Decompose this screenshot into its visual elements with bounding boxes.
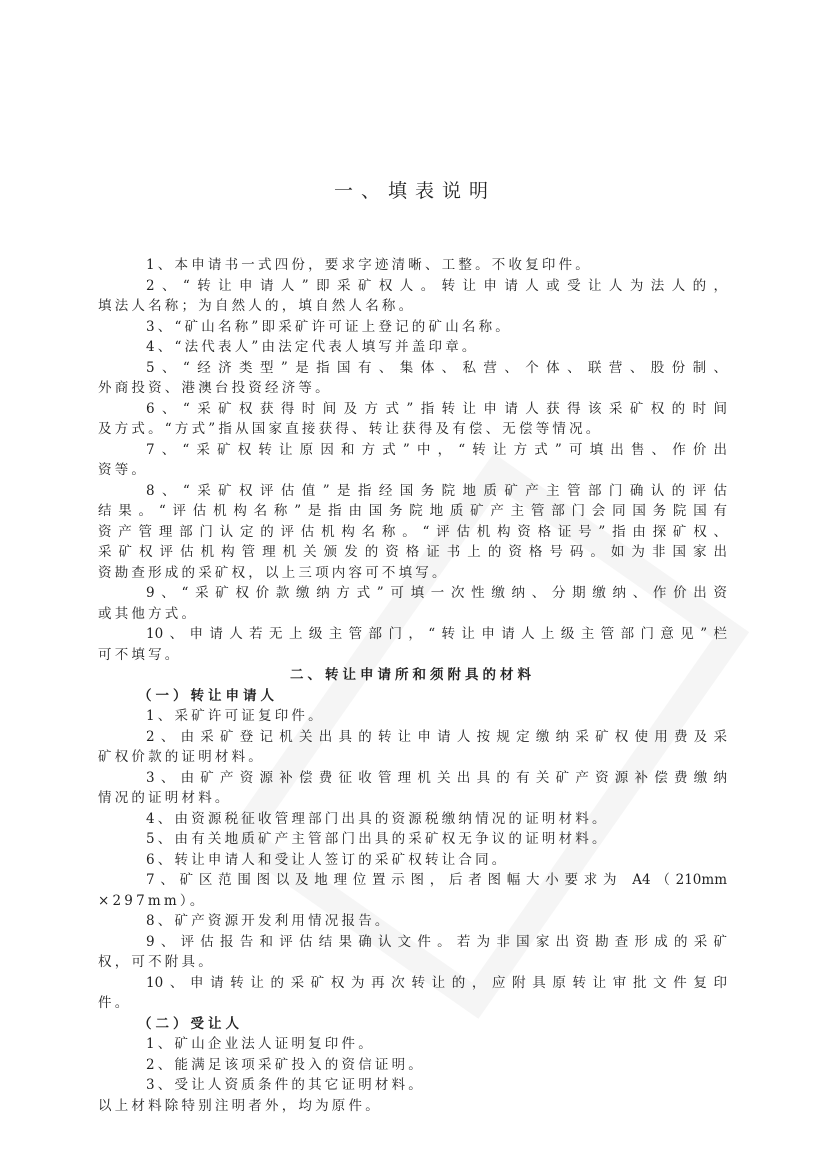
transferee-material-line: 3、受让人资质条件的其它证明材料。	[146, 1077, 425, 1093]
applicant-material-line: 权，可不附具。	[98, 954, 215, 970]
transferee-material-line: 1、矿山企业法人证明复印件。	[146, 1036, 375, 1052]
applicant-material-line: 7、矿区范围图以及地理位置示图，后者图幅大小要求为 A4（210mm	[146, 872, 727, 888]
instruction-line: 7、“采矿权转让原因和方式”中，“转让方式”可填出售、作价出	[146, 441, 727, 458]
applicant-material-line: ×297mm）。	[98, 892, 207, 909]
applicant-material-line: 9、评估报告和评估结果确认文件。若为非国家出资勘查形成的采矿	[146, 933, 727, 950]
applicant-material-line: 矿权价款的证明材料。	[98, 749, 265, 765]
instruction-line: 资产管理部门认定的评估机构名称。“评估机构资格证号”指由探矿权、	[98, 523, 727, 540]
instruction-line: 资等。	[98, 462, 149, 478]
applicant-material-line: 10、申请转让的采矿权为再次转让的，应附具原转让审批文件复印	[146, 974, 727, 991]
transferee-material-line: 2、能满足该项采矿投入的资信证明。	[146, 1056, 425, 1073]
section-1-title: 一、填表说明	[333, 180, 496, 202]
instruction-line: 3、“矿山名称”即采矿许可证上登记的矿山名称。	[146, 318, 512, 335]
applicant-material-line: 1、采矿许可证复印件。	[146, 708, 325, 724]
instruction-line: 及方式。“方式”指从国家直接获得、转让获得及有偿、无偿等情况。	[98, 421, 603, 437]
instruction-line: 5、“经济类型”是指国有、集体、私营、个体、联营、股份制、	[146, 359, 727, 376]
instruction-line: 结果。“评估机构名称”是指由国务院地质矿产主管部门会同国务院国有	[98, 503, 727, 519]
instruction-line: 可不填写。	[98, 646, 182, 663]
applicant-material-line: 8、矿产资源开发利用情况报告。	[146, 913, 392, 929]
instruction-line: 2、“转让申请人”即采矿权人。转让申请人或受让人为法人的，	[146, 277, 727, 294]
applicant-material-line: 3、由矿产资源补偿费征收管理机关出具的有关矿产资源补偿费缴纳	[146, 769, 727, 786]
applicant-material-line: 情况的证明材料。	[98, 790, 232, 806]
instruction-line: 1、本申请书一式四份，要求字迹清晰、工整。不收复印件。	[146, 257, 592, 273]
instruction-line: 4、“法代表人”由法定代表人填写并盖印章。	[146, 339, 479, 355]
document-body	[98, 255, 727, 1116]
applicant-material-line: 2、由采矿登记机关出具的转让申请人按规定缴纳采矿权使用费及采	[146, 728, 727, 745]
applicant-material-line: 6、转让申请人和受让人签订的采矿权转让合同。	[146, 851, 509, 868]
instruction-line: 或其他方式。	[98, 605, 199, 622]
instruction-line: 8、“采矿权评估值”是指经国务院地质矿产主管部门确认的评估	[146, 482, 727, 499]
applicant-material-line: 4、由资源税征收管理部门出具的资源税缴纳情况的证明材料。	[146, 810, 609, 827]
footer-note: 以上材料除特别注明者外，均为原件。	[98, 1097, 382, 1114]
instruction-line: 资勘查形成的采矿权，以上三项内容可不填写。	[98, 564, 449, 581]
instruction-line: 6、“采矿权获得时间及方式”指转让申请人获得该采矿权的时间	[146, 400, 727, 417]
applicant-heading: （一）转让申请人	[138, 687, 278, 704]
instruction-line: 填法人名称；为自然人的，填自然人名称。	[98, 298, 416, 314]
instruction-line: 10、申请人若无上级主管部门，“转让申请人上级主管部门意见”栏	[146, 626, 727, 642]
applicant-material-line: 5、由有关地质矿产主管部门出具的采矿权无争议的证明材料。	[146, 831, 609, 847]
applicant-material-line: 件。	[98, 995, 132, 1011]
section-2-title: 二、转让申请所和须附具的材料	[290, 667, 535, 683]
instruction-line: 采矿权评估机构管理机关颁发的资格证书上的资格号码。如为非国家出	[98, 544, 727, 560]
instruction-line: 外商投资、港澳台投资经济等。	[98, 380, 332, 396]
transferee-heading: （二）受让人	[138, 1015, 243, 1032]
instruction-line: 9、“采矿权价款缴纳方式”可填一次性缴纳、分期缴纳、作价出资	[146, 585, 727, 601]
